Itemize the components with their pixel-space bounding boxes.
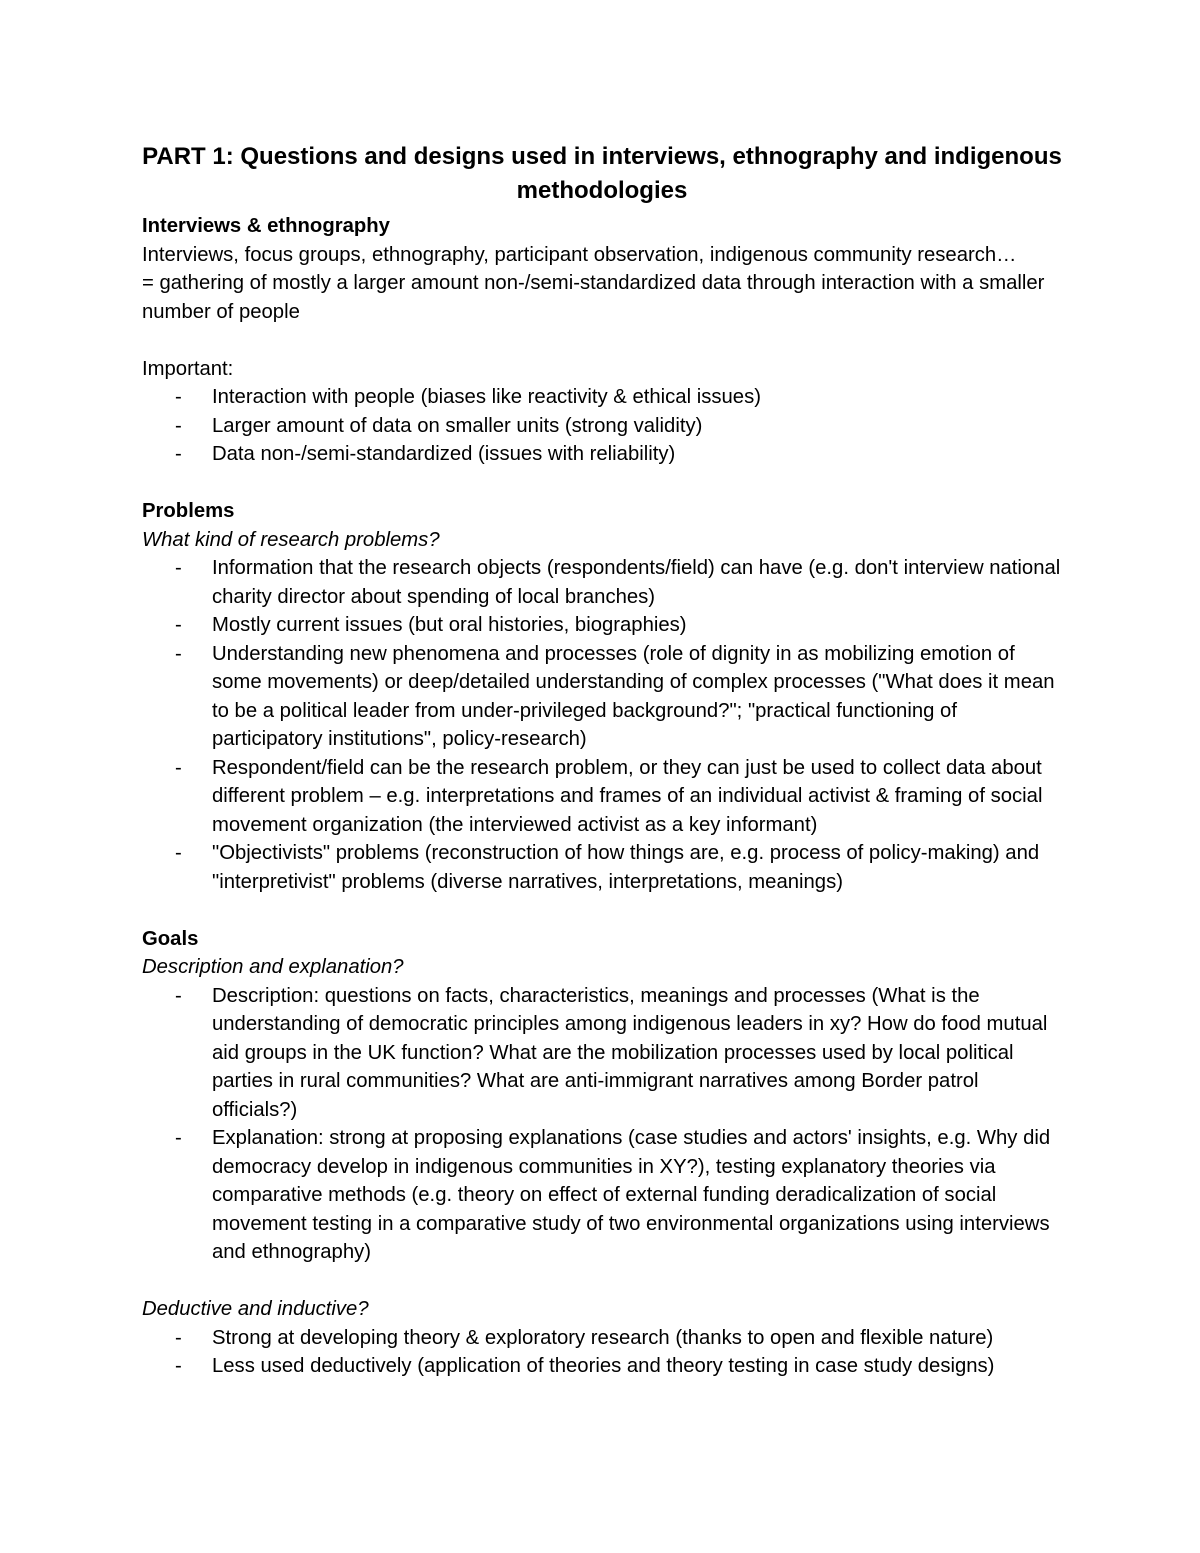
document-page: [142, 140, 1062, 1381]
list-item: [142, 554, 1062, 611]
dash-bullet: -: [175, 1127, 182, 1149]
list-item: [142, 412, 1062, 441]
list-item: [142, 440, 1062, 469]
list-item: [142, 1124, 1062, 1267]
dash-bullet: -: [175, 557, 182, 579]
dash-bullet: -: [175, 414, 182, 437]
goals-question-deductive: Deductive and inductive?: [142, 1298, 369, 1320]
list-item: [142, 383, 1062, 412]
section-heading-goals: Goals: [142, 927, 199, 950]
list-item: [142, 1324, 1062, 1353]
important-label: Important:: [142, 357, 234, 380]
list-item: [142, 839, 1062, 896]
section-heading-interviews: Interviews & ethnography: [142, 215, 390, 237]
list-item-text: Information that the research objects (respondents/field) can have (e.g. don't interview national charity director about spending of local branches): [212, 557, 1061, 608]
list-item-text: Mostly current issues (but oral histories, biographies): [212, 614, 687, 636]
goals-list-deductive: [142, 1324, 1062, 1381]
list-item-text: Strong at developing theory & exploratory research (thanks to open and flexible nature): [212, 1326, 994, 1349]
definition-paragraph: = gathering of mostly a larger amount non-/semi-standardized data through interaction with a smaller number of people: [142, 272, 1045, 323]
dash-bullet: -: [175, 756, 182, 779]
list-item-text: Explanation: strong at proposing explanations (case studies and actors' insights, e.g. Why did democracy develop in indigenous communities in XY?), testing explanatory theories via comparative methods (e.g. theory on effect of external funding deradicalization of social movement testing in a comparative study of two environmental organizations using interviews and ethnography): [212, 1127, 1051, 1263]
dash-bullet: -: [175, 443, 182, 465]
list-item-text: "Objectivists" problems (reconstruction of how things are, e.g. process of policy-making) and "interpretivist" problems (diverse narratives, interpretations, meanings): [212, 842, 1040, 893]
goals-question-description: Description and explanation?: [142, 956, 404, 978]
dash-bullet: -: [175, 642, 182, 665]
spacer: [142, 469, 1062, 498]
list-item-text: Larger amount of data on smaller units (strong validity): [212, 414, 703, 437]
list-item-text: Less used deductively (application of theories and theory testing in case study designs): [212, 1355, 995, 1377]
page-title: PART 1: Questions and designs used in interviews, ethnography and indigenous methodologies: [142, 143, 1062, 204]
list-item: [142, 640, 1062, 754]
dash-bullet: -: [175, 386, 182, 408]
list-item-text: Understanding new phenomena and processes (role of dignity in as mobilizing emotion of some movements) or deep/detailed understanding of complex processes ("What does it mean to be a political leader from under-privileged background?"; "practical functioning of participatory institutions", policy-research): [212, 642, 1055, 750]
dash-bullet: -: [175, 614, 182, 636]
list-item: [142, 754, 1062, 840]
list-item-text: Description: questions on facts, characteristics, meanings and processes (What is the understanding of democratic principles among indigenous leaders in xy? How do food mutual aid groups in the UK function? What are the mobilization processes used by local political parties in rural communities? What are anti-immigrant narratives among Border patrol officials?): [212, 984, 1048, 1121]
section-heading-problems: Problems: [142, 500, 235, 522]
list-item-text: Respondent/field can be the research problem, or they can just be used to collect data about different problem – e.g. interpretations and frames of an individual activist & framing of social movement organization (the interviewed activist as a key informant): [212, 756, 1043, 836]
problems-list: [142, 554, 1062, 896]
spacer: [142, 326, 1062, 355]
spacer: [142, 896, 1062, 925]
list-item: [142, 982, 1062, 1125]
important-list: [142, 383, 1062, 469]
dash-bullet: -: [175, 1355, 182, 1377]
list-item-text: Data non-/semi-standardized (issues with reliability): [212, 443, 676, 465]
goals-list-description: [142, 982, 1062, 1267]
dash-bullet: -: [175, 984, 182, 1007]
list-item: [142, 611, 1062, 640]
dash-bullet: -: [175, 842, 182, 864]
list-item: [142, 1352, 1062, 1381]
problems-question: What kind of research problems?: [142, 528, 440, 551]
spacer: [142, 1267, 1062, 1296]
intro-paragraph: Interviews, focus groups, ethnography, participant observation, indigenous community research…: [142, 243, 1017, 266]
list-item-text: Interaction with people (biases like reactivity & ethical issues): [212, 386, 761, 408]
dash-bullet: -: [175, 1326, 182, 1349]
